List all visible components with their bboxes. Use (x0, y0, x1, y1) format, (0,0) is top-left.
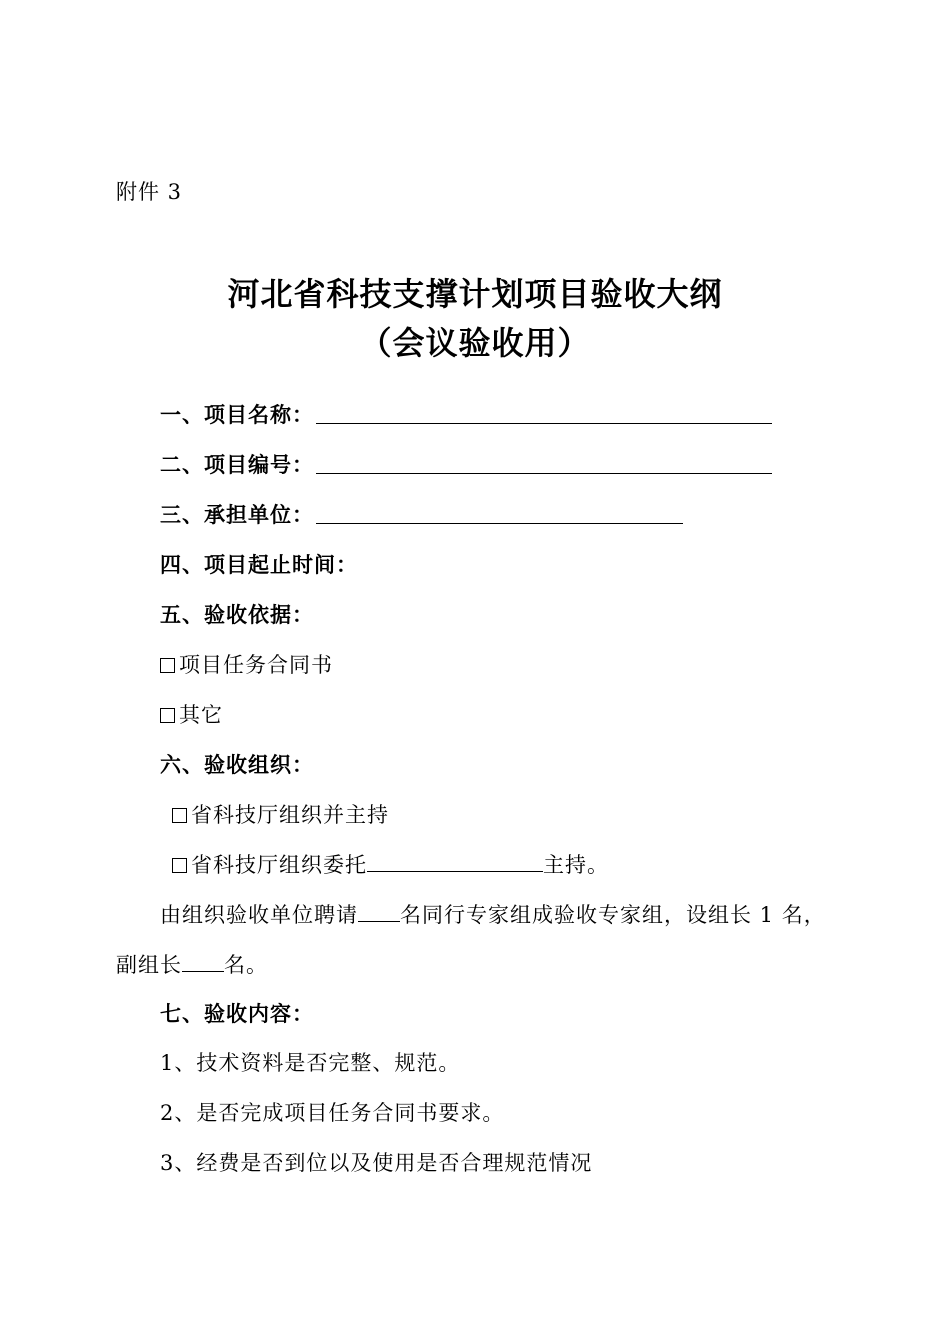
content-heading: 七、验收内容： (160, 1001, 314, 1026)
organization-option-suffix: 主持。 (543, 853, 609, 877)
undertaking-unit-label: 三、承担单位： (160, 502, 314, 527)
organization-option-label: 省科技厅组织委托 (191, 853, 367, 877)
expert-count-blank[interactable] (358, 901, 400, 922)
document-subtitle: （会议验收用） (359, 324, 591, 362)
basis-option-label: 项目任务合同书 (179, 653, 333, 677)
checkbox-icon[interactable] (172, 808, 187, 823)
deputy-count-blank[interactable] (182, 951, 224, 972)
project-number-label: 二、项目编号： (160, 452, 314, 477)
basis-option-other[interactable] (160, 701, 223, 729)
document-title: 河北省科技支撑计划项目验收大纲 (227, 275, 723, 313)
project-number-field[interactable] (316, 473, 772, 474)
paragraph-text: 由组织验收单位聘请 (160, 903, 358, 927)
organization-heading: 六、验收组织： (160, 752, 314, 777)
content-item: 1、技术资料是否完整、规范。 (160, 1051, 461, 1075)
attachment-label: 附件 3 (116, 180, 183, 204)
organization-paragraph-line1 (160, 901, 826, 929)
project-name-label: 一、项目名称： (160, 402, 314, 427)
paragraph-text: 副组长 (116, 953, 182, 977)
organization-paragraph-line2 (116, 951, 268, 979)
basis-option-contract[interactable] (160, 651, 333, 679)
entrusted-unit-blank[interactable] (367, 851, 543, 872)
project-name-field[interactable] (316, 423, 772, 424)
project-period-label: 四、项目起止时间： (160, 552, 358, 577)
basis-heading: 五、验收依据： (160, 602, 314, 627)
content-item: 2、是否完成项目任务合同书要求。 (160, 1101, 505, 1125)
basis-option-label: 其它 (179, 703, 223, 727)
organization-option-1[interactable] (172, 801, 389, 829)
checkbox-icon[interactable] (172, 858, 187, 873)
organization-option-label: 省科技厅组织并主持 (191, 803, 389, 827)
undertaking-unit-field[interactable] (316, 523, 683, 524)
paragraph-text: 名。 (224, 953, 268, 977)
checkbox-icon[interactable] (160, 708, 175, 723)
organization-option-2[interactable] (172, 851, 609, 879)
checkbox-icon[interactable] (160, 658, 175, 673)
paragraph-text: 名同行专家组成验收专家组，设组长 1 名， (400, 903, 826, 927)
content-item: 3、经费是否到位以及使用是否合理规范情况 (160, 1151, 593, 1175)
